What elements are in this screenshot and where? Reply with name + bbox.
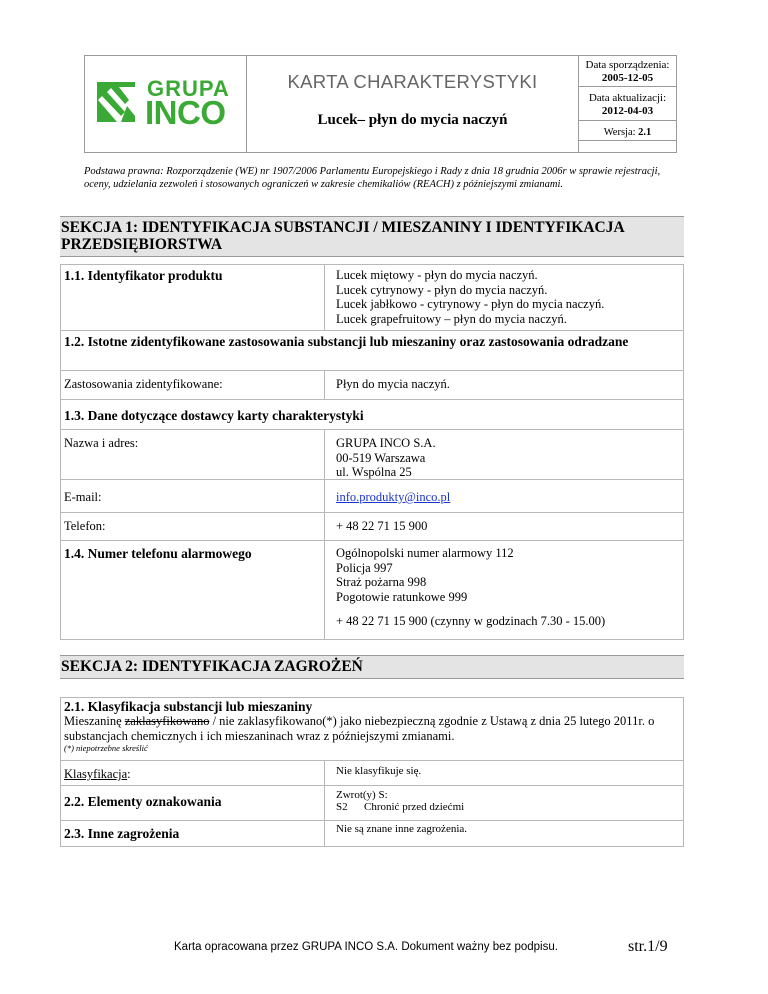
address-line: 00-519 Warszawa bbox=[336, 450, 426, 465]
logo-text-bottom: INCO bbox=[145, 94, 226, 131]
version bbox=[579, 126, 676, 139]
text-rest: / nie zaklasyfikowano(*) jako niebezpieczną zgodnie z Ustawą z dnia 25 lutego 2011r. o substancjach chemicznych i ich mieszaninach wraz z późniejszymi zmianami. bbox=[64, 714, 655, 743]
version-value: 2.1 bbox=[638, 127, 652, 138]
divider bbox=[60, 820, 684, 821]
emergency-label: 1.4. Numer telefonu alarmowego bbox=[64, 546, 252, 561]
divider bbox=[60, 429, 684, 430]
email-link[interactable]: info.produkty@inco.pl bbox=[336, 490, 451, 504]
logo-text-top: GRUPA bbox=[147, 76, 230, 101]
updated-value: 2012-04-03 bbox=[601, 105, 654, 117]
divider bbox=[579, 120, 676, 121]
divider bbox=[324, 429, 325, 640]
legal-basis: Podstawa prawna: Rozporządzenie (WE) nr 1907/2006 Parlamentu Europejskiego i Rady z dnia 18 grudnia 2006r w sprawie rejestracji, oceny, udzielania zezwoleń i stosowanych ograniczeń w zakresie chemikaliów (REACH) z późniejszymi zmianami. bbox=[84, 166, 661, 190]
created-value: 2005-12-05 bbox=[601, 72, 654, 84]
classification-heading: 2.1. Klasyfikacja substancji lub mieszaniny bbox=[64, 699, 313, 714]
divider bbox=[60, 330, 684, 331]
uses-value: Płyn do mycia naczyń. bbox=[336, 377, 450, 391]
other-hazards-label: 2.3. Inne zagrożenia bbox=[64, 826, 180, 841]
company-logo bbox=[95, 76, 243, 131]
list-item: Straż pożarna 998 bbox=[336, 575, 427, 589]
other-hazards-value: Nie są znane inne zagrożenia. bbox=[336, 823, 468, 835]
s-phrase-text: Chronić przed dziećmi bbox=[364, 801, 465, 813]
phone-label: Telefon: bbox=[64, 519, 106, 533]
document-header bbox=[84, 55, 677, 153]
product-identifier-label: 1.1. Identyfikator produktu bbox=[64, 268, 223, 283]
struck-word: zaklasyfikowano bbox=[124, 714, 210, 728]
s-phrase-row bbox=[336, 801, 464, 813]
s-phrases-heading: Zwrot(y) S: bbox=[336, 789, 388, 801]
supplier-heading: 1.3. Dane dotyczące dostawcy karty charakterystyki bbox=[64, 408, 364, 423]
divider bbox=[60, 512, 684, 513]
divider bbox=[324, 264, 325, 330]
section2-title: SEKCJA 2: IDENTYFIKACJA ZAGROŻEŃ bbox=[60, 655, 684, 679]
uses-label: Zastosowania zidentyfikowane: bbox=[64, 377, 223, 391]
footnote: (*) niepotrzebne skreślić bbox=[64, 743, 148, 753]
product-title: Lucek– płyn do mycia naczyń bbox=[317, 112, 508, 128]
created-label: Data sporządzenia: bbox=[585, 59, 670, 71]
divider bbox=[60, 760, 684, 761]
address-line: ul. Wspólna 25 bbox=[336, 465, 412, 479]
classification-block bbox=[64, 699, 676, 754]
email-label: E-mail: bbox=[64, 490, 102, 504]
address-label: Nazwa i adres: bbox=[64, 436, 139, 450]
section1-title: SEKCJA 1: IDENTYFIKACJA SUBSTANCJI / MIESZANINY I IDENTYFIKACJA PRZEDSIĘBIORSTWA bbox=[60, 216, 684, 257]
divider bbox=[60, 540, 684, 541]
uses-heading: 1.2. Istotne zidentyfikowane zastosowania substancji lub mieszaniny oraz zastosowania odradzane bbox=[64, 334, 629, 349]
product-identifier-values bbox=[336, 268, 604, 326]
divider bbox=[324, 760, 325, 847]
version-label: Wersja: bbox=[603, 127, 636, 138]
label-elements-label: 2.2. Elementy oznakowania bbox=[64, 794, 222, 809]
divider bbox=[324, 370, 325, 399]
divider bbox=[60, 785, 684, 786]
list-item: Lucek cytrynowy - płyn do mycia naczyń. bbox=[336, 282, 548, 297]
list-item: Pogotowie ratunkowe 999 bbox=[336, 589, 468, 604]
address-line: GRUPA INCO S.A. bbox=[336, 436, 436, 450]
list-item: Policja 997 bbox=[336, 560, 393, 575]
page-number: str.1/9 bbox=[628, 938, 668, 955]
classification-label: Klasyfikacja: bbox=[64, 767, 131, 781]
updated-date bbox=[579, 92, 676, 118]
s-phrase-code: S2 bbox=[336, 801, 348, 813]
text-prefix: Mieszaninę bbox=[64, 714, 125, 728]
classification-value: Nie klasyfikuje się. bbox=[336, 765, 422, 777]
divider bbox=[579, 86, 676, 87]
list-item: Lucek grapefruitowy – płyn do mycia naczyń. bbox=[336, 311, 567, 326]
address-value bbox=[336, 436, 436, 480]
footer-note: Karta opracowana przez GRUPA INCO S.A. Dokument ważny bez podpisu. bbox=[174, 941, 558, 953]
divider bbox=[60, 399, 684, 400]
list-item: Lucek miętowy - płyn do mycia naczyń. bbox=[336, 268, 538, 282]
list-item: Lucek jabłkowo - cytrynowy - płyn do mycia naczyń. bbox=[336, 297, 605, 311]
list-item: Ogólnopolski numer alarmowy 112 bbox=[336, 546, 514, 560]
phone-value: + 48 22 71 15 900 bbox=[336, 519, 428, 533]
label-elements-value bbox=[336, 789, 464, 813]
classification-text bbox=[64, 714, 676, 743]
created-date bbox=[579, 59, 676, 85]
divider bbox=[60, 370, 684, 371]
emergency-values bbox=[336, 546, 514, 604]
emergency-extra: + 48 22 71 15 900 (czynny w godzinach 7.30 - 15.00) bbox=[336, 614, 606, 628]
document-title: KARTA CHARAKTERYSTYKI bbox=[287, 71, 538, 92]
updated-label: Data aktualizacji: bbox=[588, 92, 667, 104]
divider bbox=[579, 140, 676, 141]
